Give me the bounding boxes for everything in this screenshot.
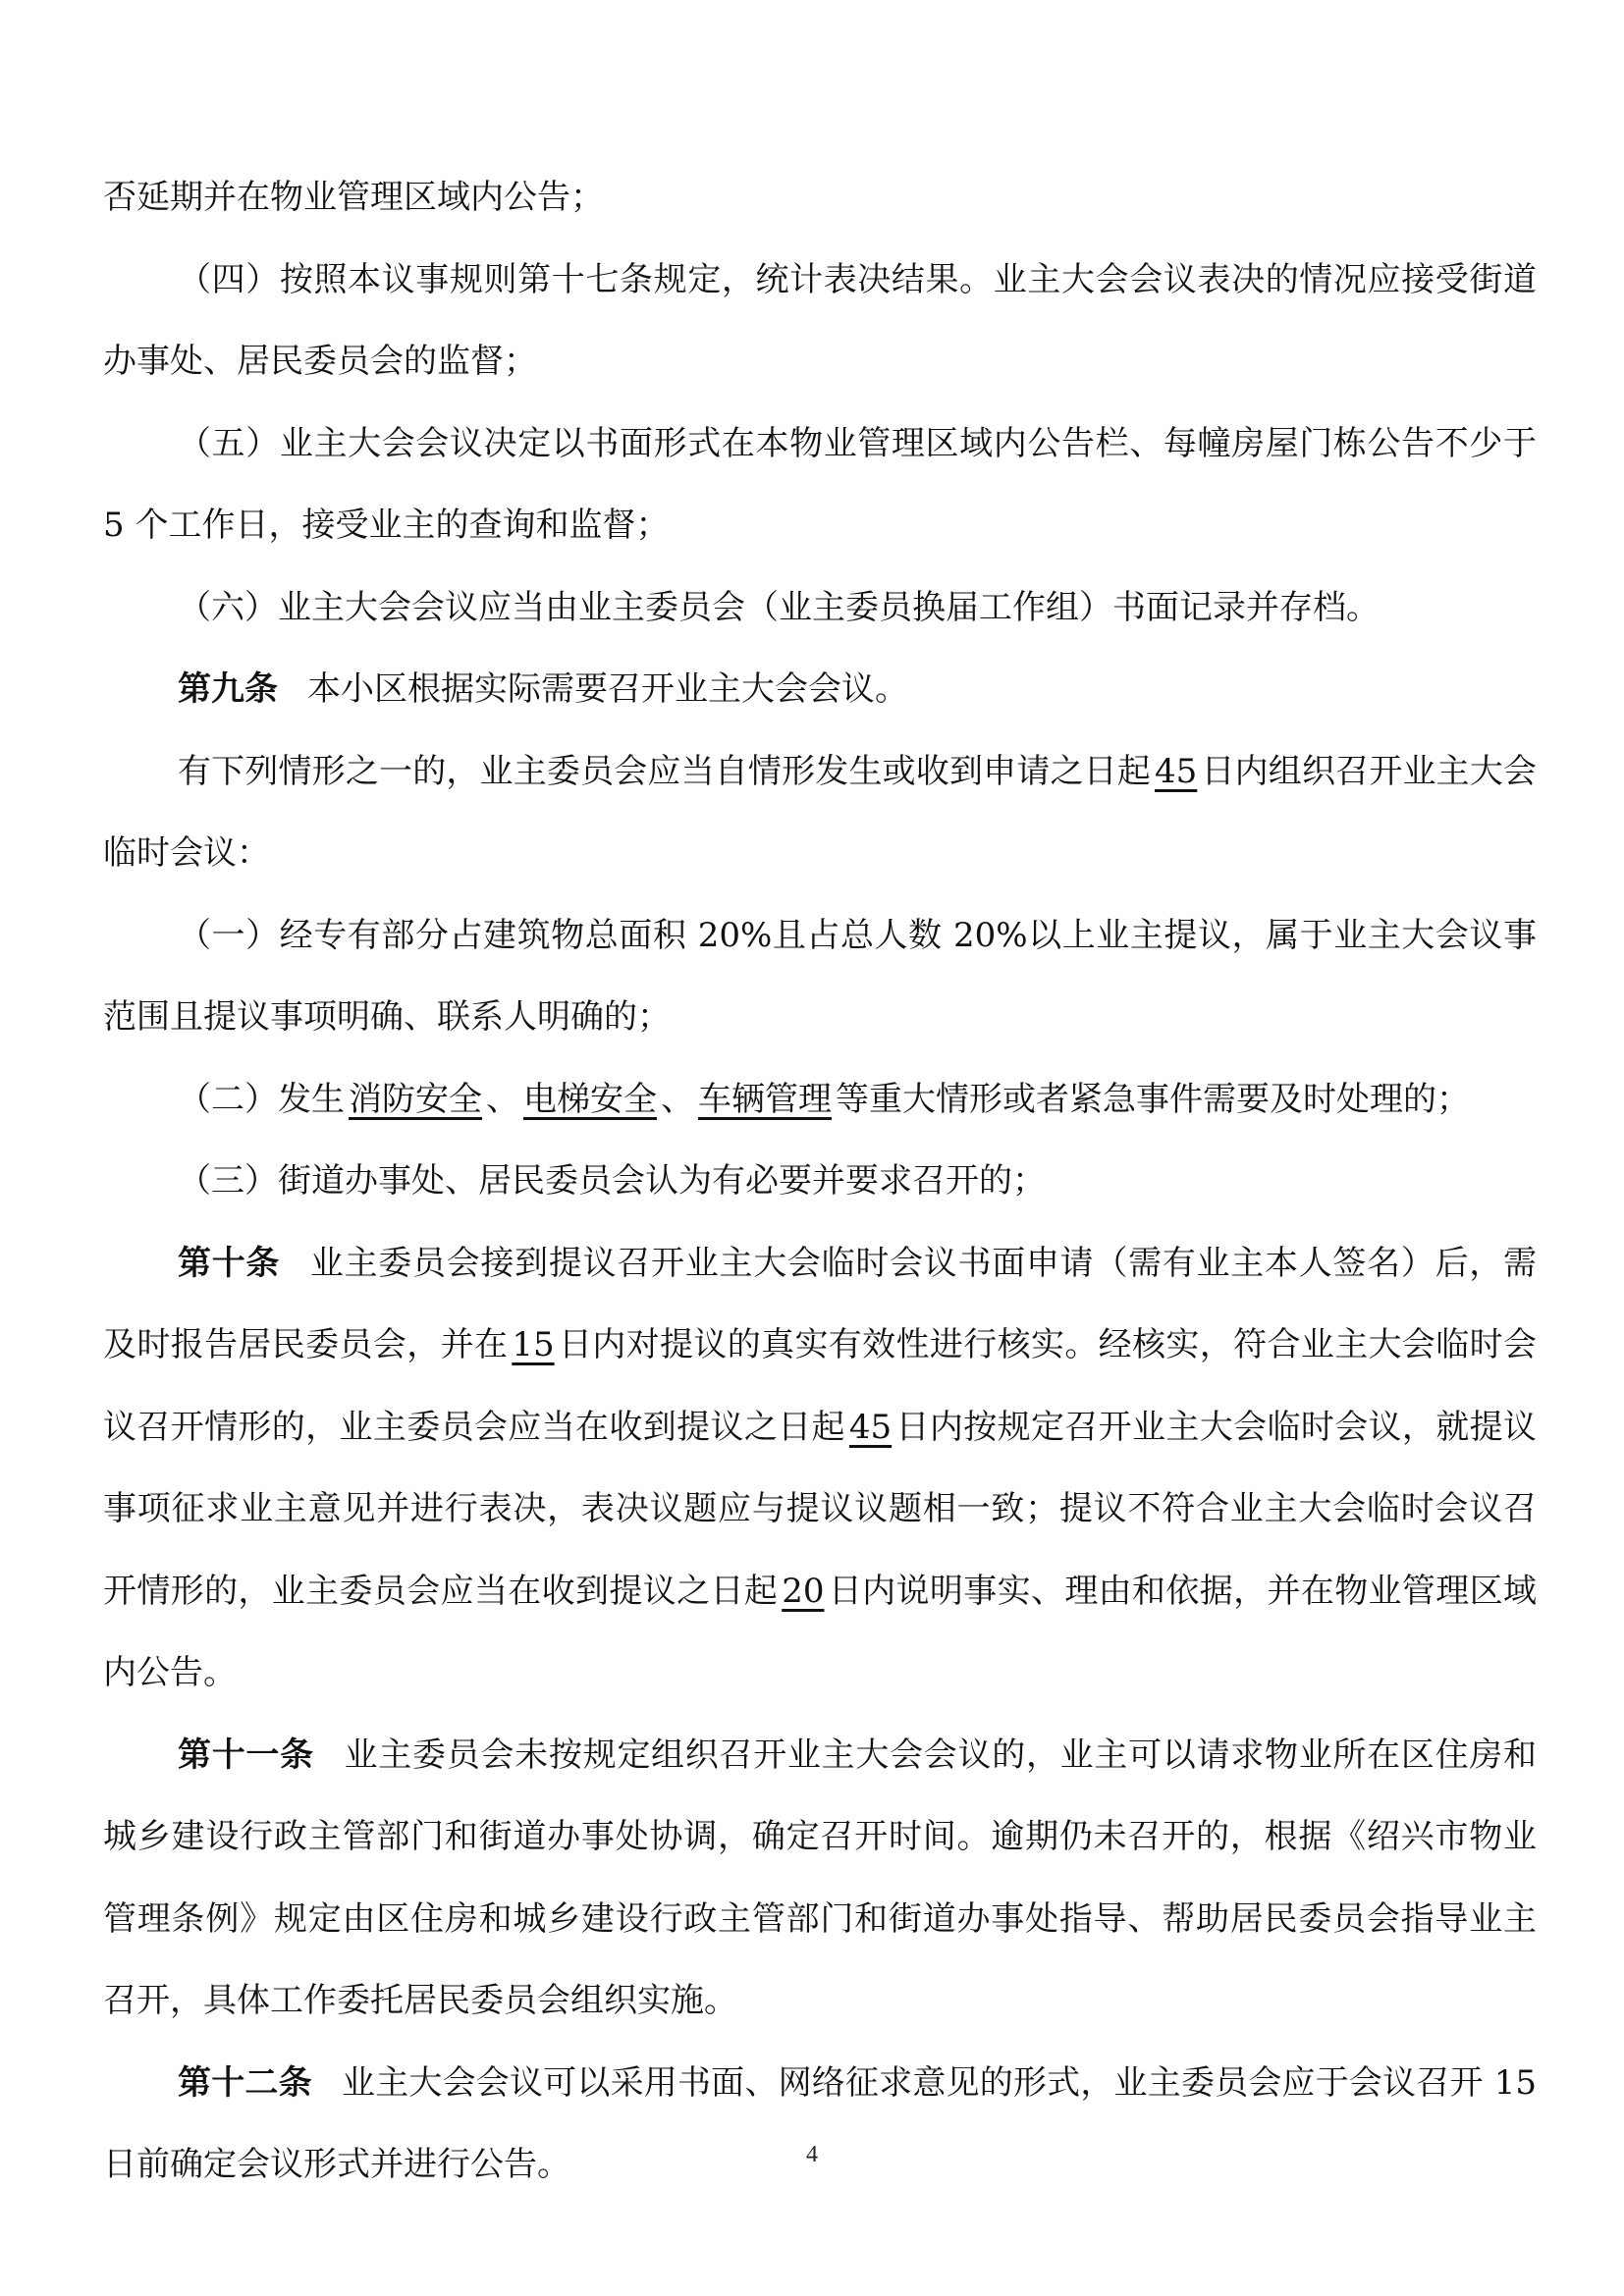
text-span: 日内组织召开业主大会临时会议： xyxy=(103,751,1538,873)
article-eleven-text: 业主委员会未按规定组织召开业主大会会议的，业主可以请求物业所在区住房和城乡建设行政主管部门和街道办事处协调，确定召开时间。逾期仍未召开的，根据《绍兴市物业管理条例》规定由区住房和城乡建设行政主管部门和街道办事处指导、帮助居民委员会指导业主召开，具体工作委托居民委员会组织实施。 xyxy=(103,1735,1538,2020)
temporary-meeting-conditions xyxy=(103,731,1537,895)
clause-five: （五）业主大会会议决定以书面形式在本物业管理区域内公告栏、每幢房屋门栋公告不少于 5 个工作日，接受业主的查询和监督； xyxy=(103,423,1537,545)
text-span: 日内说明事实、理由和依据，并在物业管理区域内公告。 xyxy=(103,1571,1537,1692)
article-ten xyxy=(103,1223,1537,1715)
article-eleven xyxy=(103,1715,1537,2043)
article-twelve xyxy=(103,2043,1537,2207)
days-fill-in: 20 xyxy=(782,1571,825,1611)
text-span: （二）发生 xyxy=(178,1079,345,1119)
page-number: 4 xyxy=(806,2142,818,2167)
text-span: 有下列情形之一的，业主委员会应当自情形发生或收到申请之日起 xyxy=(178,751,1152,791)
document-body xyxy=(103,157,1537,2207)
clause-four: （四）按照本议事规则第十七条规定，统计表决结果。业主大会会议表决的情况应接受街道办事处、居民委员会的监督； xyxy=(103,259,1537,381)
text-span: 等重大情形或者紧急事件需要及时处理的； xyxy=(836,1079,1470,1119)
condition-three: （三）街道办事处、居民委员会认为有必要并要求召开的； xyxy=(178,1161,1046,1201)
fill-in-item-2: 电梯安全 xyxy=(523,1079,657,1119)
article-nine-text: 本小区根据实际需要召开业主大会会议。 xyxy=(307,669,908,709)
clause-six: （六）业主大会会议应当由业主委员会（业主委员换届工作组）书面记录并存档。 xyxy=(178,587,1380,627)
article-nine xyxy=(103,649,1537,731)
article-twelve-text: 业主大会会议可以采用书面、网络征求意见的形式，业主委员会应于会议召开 15 日前确定会议形式并进行公告。 xyxy=(103,2062,1537,2184)
days-fill-in: 15 xyxy=(512,1325,555,1364)
article-eleven-title: 第十一条 xyxy=(178,1735,314,1775)
article-nine-title: 第九条 xyxy=(178,669,278,709)
days-fill-in: 45 xyxy=(848,1407,893,1447)
text-span: 日内按规定召开业主大会临时会议，就提议事项征求业主意见并进行表决，表决议题应与提议议题相一致；提议不符合业主大会临时会议召开情形的，业主委员会应当在收到提议之日起 xyxy=(103,1407,1537,1611)
paragraph-continuation: 否延期并在物业管理区域内公告； xyxy=(103,178,604,217)
fill-in-item-3: 车辆管理 xyxy=(698,1079,832,1119)
condition-two xyxy=(103,1059,1537,1142)
fill-in-item-1: 消防安全 xyxy=(349,1079,482,1119)
text-span: 日内对提议的真实有效性进行核实。经核实，符合业主大会临时会议召开情形的，业主委员会应当在收到提议之日起 xyxy=(103,1325,1537,1447)
separator: 、 xyxy=(661,1079,694,1119)
text-span: 业主委员会接到提议召开业主大会临时会议书面申请（需有业主本人签名）后，需及时报告居民委员会，并在 xyxy=(103,1243,1537,1364)
separator: 、 xyxy=(486,1079,519,1119)
article-twelve-title: 第十二条 xyxy=(178,2062,312,2103)
article-ten-title: 第十条 xyxy=(178,1243,281,1283)
condition-one: （一）经专有部分占建筑物总面积 20%且占总人数 20%以上业主提议，属于业主大会议事范围且提议事项明确、联系人明确的； xyxy=(103,915,1537,1037)
days-fill-in: 45 xyxy=(1155,751,1198,791)
